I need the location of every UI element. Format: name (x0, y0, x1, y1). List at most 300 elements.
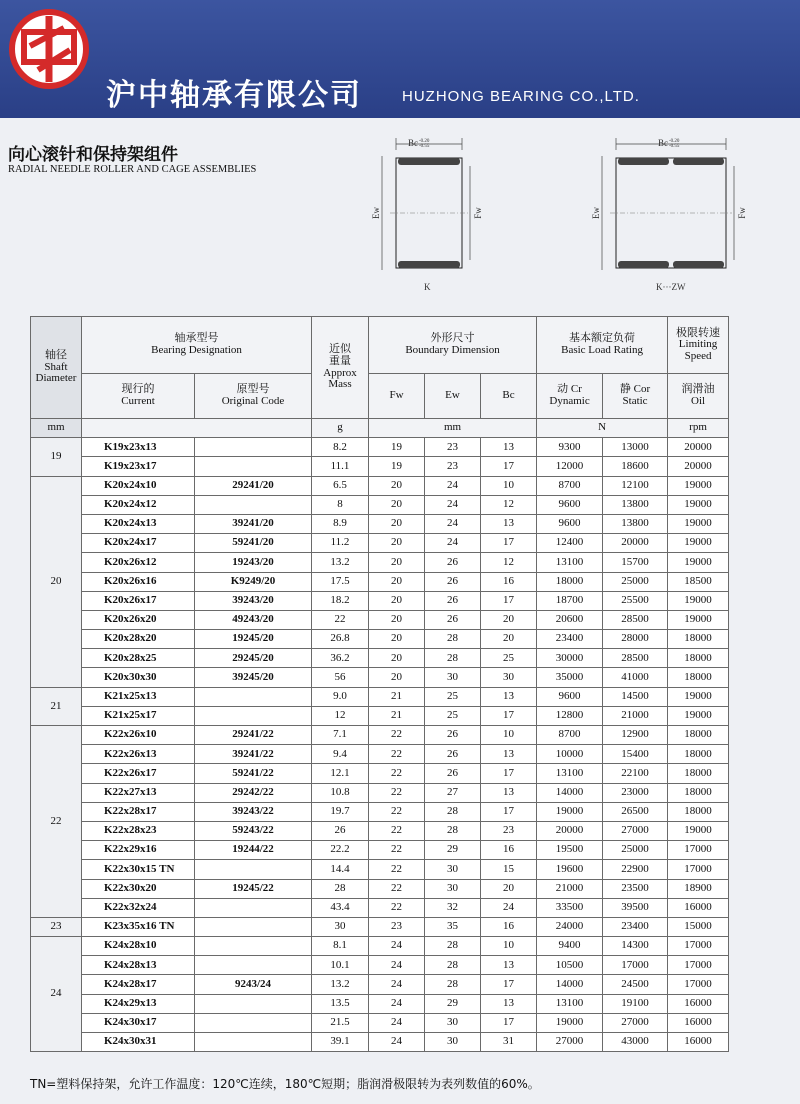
cr-cell: 10500 (537, 956, 603, 975)
cor-cell: 19100 (603, 994, 668, 1013)
current-cell: K23x35x16 TN (82, 917, 195, 936)
bc-cell: 31 (481, 1033, 537, 1052)
mass-cell: 8 (312, 495, 369, 514)
header-original-en: Original Code (221, 395, 285, 407)
current-cell: K22x28x17 (82, 802, 195, 821)
ew-cell: 30 (425, 1013, 481, 1032)
oil-cell: 16000 (668, 898, 729, 917)
table-row (31, 917, 729, 936)
ew-cell: 29 (425, 994, 481, 1013)
current-cell: K24x28x13 (82, 956, 195, 975)
header-oil-cn: 润滑油 (681, 383, 715, 396)
bc-cell: 20 (481, 610, 537, 629)
oil-cell: 17000 (668, 860, 729, 879)
header-current-cn: 现行的 (121, 383, 155, 396)
current-cell: K20x28x25 (82, 649, 195, 668)
ew-cell: 26 (425, 764, 481, 783)
original-cell (195, 898, 312, 917)
cr-cell: 24000 (537, 917, 603, 936)
current-cell: K20x26x17 (82, 591, 195, 610)
fw-cell: 20 (369, 591, 425, 610)
ew-cell: 26 (425, 572, 481, 591)
mass-cell: 13.2 (312, 975, 369, 994)
ew-cell: 28 (425, 802, 481, 821)
ew-cell: 30 (425, 1033, 481, 1052)
diagram-kzw-drawing (586, 130, 756, 300)
table-row (31, 514, 729, 533)
header-fw: Fw (369, 374, 425, 419)
header-designation-en: Bearing Designation (151, 344, 242, 356)
header-ew: Ew (425, 374, 481, 419)
cor-cell: 23400 (603, 917, 668, 936)
cr-cell: 14000 (537, 783, 603, 802)
table-row (31, 726, 729, 745)
original-cell: K9249/20 (195, 572, 312, 591)
fw-cell: 19 (369, 457, 425, 476)
current-cell: K19x23x13 (82, 438, 195, 457)
current-cell: K19x23x17 (82, 457, 195, 476)
header-cr-en: Dynamic (549, 395, 590, 407)
fw-cell: 24 (369, 1013, 425, 1032)
fw-cell: 22 (369, 802, 425, 821)
mass-cell: 8.2 (312, 438, 369, 457)
original-cell (195, 956, 312, 975)
cor-cell: 28500 (603, 649, 668, 668)
ew-cell: 35 (425, 917, 481, 936)
table-row (31, 610, 729, 629)
cor-cell: 41000 (603, 668, 668, 687)
current-cell: K20x26x20 (82, 610, 195, 629)
header-load-cn: 基本额定负荷 (569, 332, 636, 345)
cr-cell: 12400 (537, 534, 603, 553)
header-boundary-en: Boundary Dimension (405, 344, 500, 356)
current-cell: K22x30x15 TN (82, 860, 195, 879)
ew-cell: 26 (425, 553, 481, 572)
mass-cell: 7.1 (312, 726, 369, 745)
section-title-cn: 向心滚针和保持架组件 (8, 145, 178, 165)
current-cell: K20x26x16 (82, 572, 195, 591)
mass-cell: 14.4 (312, 860, 369, 879)
oil-cell: 18000 (668, 668, 729, 687)
table-row (31, 764, 729, 783)
cr-cell: 8700 (537, 726, 603, 745)
table-row (31, 802, 729, 821)
shaft-diameter-cell: 21 (31, 687, 82, 725)
cr-cell: 33500 (537, 898, 603, 917)
table-row (31, 591, 729, 610)
header-speed-cn: 极限转速 (676, 326, 721, 339)
mass-cell: 21.5 (312, 1013, 369, 1032)
header-oil (668, 374, 729, 419)
mass-cell: 11.2 (312, 534, 369, 553)
current-cell: K22x32x24 (82, 898, 195, 917)
oil-cell: 19000 (668, 476, 729, 495)
ew-cell: 28 (425, 649, 481, 668)
fw-cell: 22 (369, 764, 425, 783)
header-mass-en1: Approx (323, 366, 357, 379)
table-row (31, 783, 729, 802)
header-load (537, 317, 668, 374)
bc-cell: 13 (481, 783, 537, 802)
original-cell: 19245/22 (195, 879, 312, 898)
header-mass-en2: Mass (328, 378, 352, 391)
original-cell (195, 1013, 312, 1032)
header-speed-en2: Speed (684, 349, 712, 362)
ew-cell: 24 (425, 514, 481, 533)
fw-cell: 23 (369, 917, 425, 936)
original-cell (195, 994, 312, 1013)
cr-cell: 18700 (537, 591, 603, 610)
header-boundary (369, 317, 537, 374)
original-cell (195, 687, 312, 706)
diagram-k (366, 130, 486, 300)
diagram-k-bc-label: Bc (408, 138, 418, 148)
cor-cell: 28000 (603, 630, 668, 649)
current-cell: K20x30x30 (82, 668, 195, 687)
ew-cell: 25 (425, 706, 481, 725)
mass-cell: 28 (312, 879, 369, 898)
cor-cell: 14500 (603, 687, 668, 706)
bc-cell: 15 (481, 860, 537, 879)
oil-cell: 18500 (668, 572, 729, 591)
table-row (31, 495, 729, 514)
mass-cell: 6.5 (312, 476, 369, 495)
table-row (31, 821, 729, 840)
oil-cell: 20000 (668, 438, 729, 457)
header-cr-cn: 动 Cr (557, 383, 582, 396)
cr-cell: 12800 (537, 706, 603, 725)
huzhong-logo-icon (8, 8, 90, 90)
mass-cell: 36.2 (312, 649, 369, 668)
ew-cell: 26 (425, 726, 481, 745)
diagram-k-drawing (366, 130, 486, 300)
oil-cell: 19000 (668, 706, 729, 725)
cor-cell: 17000 (603, 956, 668, 975)
bc-cell: 13 (481, 687, 537, 706)
ew-cell: 23 (425, 457, 481, 476)
bc-cell: 17 (481, 591, 537, 610)
ew-cell: 27 (425, 783, 481, 802)
page-header (0, 0, 800, 118)
cr-cell: 8700 (537, 476, 603, 495)
mass-cell: 9.0 (312, 687, 369, 706)
cr-cell: 9400 (537, 937, 603, 956)
current-cell: K22x30x20 (82, 879, 195, 898)
table-row (31, 534, 729, 553)
header-speed (668, 317, 729, 374)
cr-cell: 12000 (537, 457, 603, 476)
header-mass-cn2: 重量 (329, 354, 352, 367)
ew-cell: 28 (425, 956, 481, 975)
oil-cell: 17000 (668, 937, 729, 956)
cor-cell: 23500 (603, 879, 668, 898)
header-designation (82, 317, 312, 374)
fw-cell: 24 (369, 937, 425, 956)
diagram-kzw (586, 130, 756, 300)
bc-cell: 10 (481, 726, 537, 745)
oil-cell: 18000 (668, 764, 729, 783)
fw-cell: 20 (369, 610, 425, 629)
header-boundary-cn: 外形尺寸 (430, 332, 475, 345)
current-cell: K22x26x17 (82, 764, 195, 783)
fw-cell: 20 (369, 572, 425, 591)
oil-cell: 18000 (668, 745, 729, 764)
oil-cell: 17000 (668, 841, 729, 860)
current-cell: K24x28x10 (82, 937, 195, 956)
cor-cell: 24500 (603, 975, 668, 994)
bc-cell: 17 (481, 534, 537, 553)
original-cell: 59241/22 (195, 764, 312, 783)
original-cell: 39243/22 (195, 802, 312, 821)
current-cell: K20x28x20 (82, 630, 195, 649)
table-row (31, 706, 729, 725)
fw-cell: 24 (369, 1033, 425, 1052)
oil-cell: 19000 (668, 495, 729, 514)
table-row (31, 879, 729, 898)
current-cell: K20x24x13 (82, 514, 195, 533)
table-row (31, 898, 729, 917)
bearing-table-wrap (30, 316, 728, 1052)
mass-cell: 18.2 (312, 591, 369, 610)
original-cell: 39243/20 (195, 591, 312, 610)
cor-cell: 13800 (603, 514, 668, 533)
ew-cell: 26 (425, 610, 481, 629)
cor-cell: 39500 (603, 898, 668, 917)
oil-cell: 19000 (668, 610, 729, 629)
bc-cell: 17 (481, 1013, 537, 1032)
cor-cell: 14300 (603, 937, 668, 956)
mass-cell: 11.1 (312, 457, 369, 476)
ew-cell: 25 (425, 687, 481, 706)
header-current-en: Current (121, 395, 155, 407)
cr-cell: 21000 (537, 879, 603, 898)
oil-cell: 17000 (668, 975, 729, 994)
fw-cell: 22 (369, 879, 425, 898)
mass-cell: 22.2 (312, 841, 369, 860)
current-cell: K24x28x17 (82, 975, 195, 994)
header-original-cn: 原型号 (236, 383, 270, 396)
ew-cell: 24 (425, 534, 481, 553)
header-shaft-en1: Shaft (44, 360, 68, 373)
cr-cell: 23400 (537, 630, 603, 649)
oil-cell: 18000 (668, 802, 729, 821)
ew-cell: 32 (425, 898, 481, 917)
header-cor (603, 374, 668, 419)
company-name-en: HUZHONG BEARING CO.,LTD. (402, 88, 640, 105)
original-cell: 39245/20 (195, 668, 312, 687)
bc-cell: 23 (481, 821, 537, 840)
table-row (31, 476, 729, 495)
table-row (31, 553, 729, 572)
bc-cell: 24 (481, 898, 537, 917)
diagram-k-ew-label: Ew (371, 207, 381, 219)
cor-cell: 25500 (603, 591, 668, 610)
cr-cell: 19000 (537, 802, 603, 821)
table-row (31, 457, 729, 476)
mass-cell: 43.4 (312, 898, 369, 917)
fw-cell: 22 (369, 821, 425, 840)
unit-speed: rpm (668, 419, 729, 438)
original-cell: 19244/22 (195, 841, 312, 860)
unit-designation-blank (82, 419, 312, 438)
current-cell: K24x30x31 (82, 1033, 195, 1052)
bc-cell: 17 (481, 802, 537, 821)
oil-cell: 19000 (668, 514, 729, 533)
cor-cell: 25000 (603, 572, 668, 591)
bc-cell: 16 (481, 841, 537, 860)
fw-cell: 20 (369, 553, 425, 572)
mass-cell: 56 (312, 668, 369, 687)
fw-cell: 22 (369, 860, 425, 879)
shaft-diameter-cell: 23 (31, 917, 82, 936)
ew-cell: 28 (425, 821, 481, 840)
current-cell: K22x26x10 (82, 726, 195, 745)
mass-cell: 12 (312, 706, 369, 725)
fw-cell: 21 (369, 706, 425, 725)
current-cell: K24x29x13 (82, 994, 195, 1013)
header-load-en: Basic Load Rating (561, 344, 643, 356)
bc-cell: 10 (481, 937, 537, 956)
cr-cell: 19000 (537, 1013, 603, 1032)
ew-cell: 26 (425, 745, 481, 764)
mass-cell: 8.9 (312, 514, 369, 533)
original-cell: 9243/24 (195, 975, 312, 994)
header-cor-cn: 静 Cor (619, 383, 651, 396)
cor-cell: 22100 (603, 764, 668, 783)
header-shaft-cn: 轴径 (45, 349, 67, 362)
diagram-kzw-bc-tol-lower: -0.55 (669, 143, 680, 149)
oil-cell: 16000 (668, 1033, 729, 1052)
ew-cell: 23 (425, 438, 481, 457)
unit-mass: g (312, 419, 369, 438)
current-cell: K20x24x17 (82, 534, 195, 553)
oil-cell: 18900 (668, 879, 729, 898)
current-cell: K20x24x10 (82, 476, 195, 495)
mass-cell: 10.1 (312, 956, 369, 975)
original-cell: 49243/20 (195, 610, 312, 629)
header-shaft-en2: Diameter (35, 372, 77, 385)
original-cell (195, 438, 312, 457)
ew-cell: 30 (425, 879, 481, 898)
oil-cell: 19000 (668, 534, 729, 553)
original-cell: 39241/22 (195, 745, 312, 764)
original-cell: 29241/22 (195, 726, 312, 745)
cr-cell: 13100 (537, 553, 603, 572)
table-row (31, 860, 729, 879)
cr-cell: 19500 (537, 841, 603, 860)
bc-cell: 13 (481, 956, 537, 975)
cr-cell: 9300 (537, 438, 603, 457)
oil-cell: 19000 (668, 553, 729, 572)
table-row (31, 937, 729, 956)
cor-cell: 43000 (603, 1033, 668, 1052)
cor-cell: 13800 (603, 495, 668, 514)
current-cell: K24x30x17 (82, 1013, 195, 1032)
table-row (31, 994, 729, 1013)
bc-cell: 13 (481, 745, 537, 764)
ew-cell: 30 (425, 860, 481, 879)
current-cell: K20x24x12 (82, 495, 195, 514)
cor-cell: 23000 (603, 783, 668, 802)
bc-cell: 13 (481, 514, 537, 533)
fw-cell: 24 (369, 975, 425, 994)
original-cell (195, 917, 312, 936)
cr-cell: 20000 (537, 821, 603, 840)
oil-cell: 18000 (668, 726, 729, 745)
fw-cell: 22 (369, 726, 425, 745)
header-speed-en1: Limiting (678, 338, 718, 351)
mass-cell: 17.5 (312, 572, 369, 591)
diagram-k-label: K (424, 282, 431, 292)
current-cell: K22x28x23 (82, 821, 195, 840)
ew-cell: 24 (425, 495, 481, 514)
cor-cell: 22900 (603, 860, 668, 879)
oil-cell: 19000 (668, 687, 729, 706)
diagram-kzw-bc-label: Bc (658, 138, 668, 148)
original-cell (195, 706, 312, 725)
section-title-en: RADIAL NEEDLE ROLLER AND CAGE ASSEMBLIES (8, 164, 257, 175)
mass-cell: 13.5 (312, 994, 369, 1013)
fw-cell: 19 (369, 438, 425, 457)
fw-cell: 22 (369, 898, 425, 917)
cor-cell: 20000 (603, 534, 668, 553)
table-row (31, 745, 729, 764)
header-shaft (31, 317, 82, 419)
bc-cell: 10 (481, 476, 537, 495)
bc-cell: 16 (481, 917, 537, 936)
fw-cell: 20 (369, 495, 425, 514)
mass-cell: 10.8 (312, 783, 369, 802)
ew-cell: 29 (425, 841, 481, 860)
bc-cell: 16 (481, 572, 537, 591)
header-cor-en: Static (622, 395, 648, 407)
mass-cell: 13.2 (312, 553, 369, 572)
original-cell (195, 860, 312, 879)
diagram-kzw-label: K···ZW (656, 282, 686, 292)
original-cell (195, 1033, 312, 1052)
shaft-diameter-cell: 22 (31, 726, 82, 918)
unit-dims: mm (369, 419, 537, 438)
oil-cell: 20000 (668, 457, 729, 476)
table-row (31, 687, 729, 706)
original-cell: 19243/20 (195, 553, 312, 572)
cor-cell: 27000 (603, 821, 668, 840)
cor-cell: 15400 (603, 745, 668, 764)
current-cell: K22x26x13 (82, 745, 195, 764)
table-row (31, 649, 729, 668)
bc-cell: 12 (481, 553, 537, 572)
cr-cell: 30000 (537, 649, 603, 668)
bc-cell: 12 (481, 495, 537, 514)
current-cell: K22x29x16 (82, 841, 195, 860)
cor-cell: 27000 (603, 1013, 668, 1032)
cor-cell: 12900 (603, 726, 668, 745)
footnote: TN=塑料保持架，允许工作温度：120℃连续，180℃短期；脂润滑极限转为表列数值的60%。 (30, 1077, 540, 1091)
oil-cell: 15000 (668, 917, 729, 936)
mass-cell: 39.1 (312, 1033, 369, 1052)
original-cell: 19245/20 (195, 630, 312, 649)
current-cell: K21x25x17 (82, 706, 195, 725)
header-designation-cn: 轴承型号 (174, 332, 219, 345)
cr-cell: 20600 (537, 610, 603, 629)
bc-cell: 20 (481, 630, 537, 649)
table-row (31, 841, 729, 860)
table-row (31, 1033, 729, 1052)
cr-cell: 9600 (537, 687, 603, 706)
cr-cell: 9600 (537, 495, 603, 514)
cr-cell: 13100 (537, 994, 603, 1013)
table-row (31, 975, 729, 994)
